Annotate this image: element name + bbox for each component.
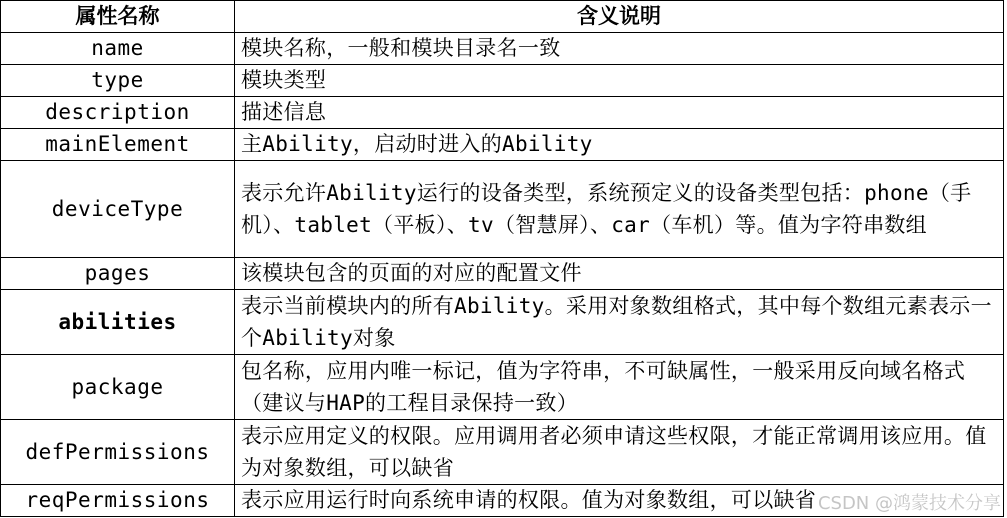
attribute-description-cell: 模块名称，一般和模块目录名一致	[235, 33, 1004, 65]
table-row	[1, 129, 1004, 161]
attribute-name-cell: mainElement	[1, 129, 235, 161]
table-row	[1, 65, 1004, 97]
header-meaning: 含义说明	[235, 1, 1004, 33]
attribute-description-cell: 主Ability，启动时进入的Ability	[235, 129, 1004, 161]
table-row	[1, 97, 1004, 129]
attribute-description-cell: 表示当前模块内的所有Ability。采用对象数组格式，其中每个数组元素表示一个Ability对象	[235, 290, 1004, 355]
attribute-name-cell: name	[1, 33, 235, 65]
attribute-name-cell: description	[1, 97, 235, 129]
attribute-description-cell: 表示允许Ability运行的设备类型，系统预定义的设备类型包括：phone（手机）、tablet（平板）、tv（智慧屏）、car（车机）等。值为字符串数组	[235, 161, 1004, 258]
attribute-name-cell: type	[1, 65, 235, 97]
table-row	[1, 485, 1004, 517]
attribute-name-cell: pages	[1, 258, 235, 290]
attribute-description-cell: 描述信息	[235, 97, 1004, 129]
table-row	[1, 355, 1004, 420]
attribute-description-cell: 该模块包含的页面的对应的配置文件	[235, 258, 1004, 290]
attribute-description-cell: 模块类型	[235, 65, 1004, 97]
watermark: CSDN @鸿蒙技术分享	[817, 493, 1001, 514]
table-row	[1, 33, 1004, 65]
attribute-name-cell: defPermissions	[1, 420, 235, 485]
attribute-name-cell: package	[1, 355, 235, 420]
table-row	[1, 290, 1004, 355]
attribute-name-cell: abilities	[1, 290, 235, 355]
header-attribute-name: 属性名称	[1, 1, 235, 33]
table-header-row	[1, 1, 1004, 33]
attribute-description-cell: 表示应用定义的权限。应用调用者必须申请这些权限，才能正常调用该应用。值为对象数组，可以缺省	[235, 420, 1004, 485]
attribute-description-cell: 表示应用运行时向系统申请的权限。值为对象数组，可以缺省	[235, 485, 1004, 517]
table-row	[1, 258, 1004, 290]
attribute-description-cell: 包名称，应用内唯一标记，值为字符串，不可缺属性，一般采用反向域名格式（建议与HAP的工程目录保持一致）	[235, 355, 1004, 420]
table-row	[1, 420, 1004, 485]
attribute-name-cell: reqPermissions	[1, 485, 235, 517]
attribute-name-cell: deviceType	[1, 161, 235, 258]
table-row	[1, 161, 1004, 258]
